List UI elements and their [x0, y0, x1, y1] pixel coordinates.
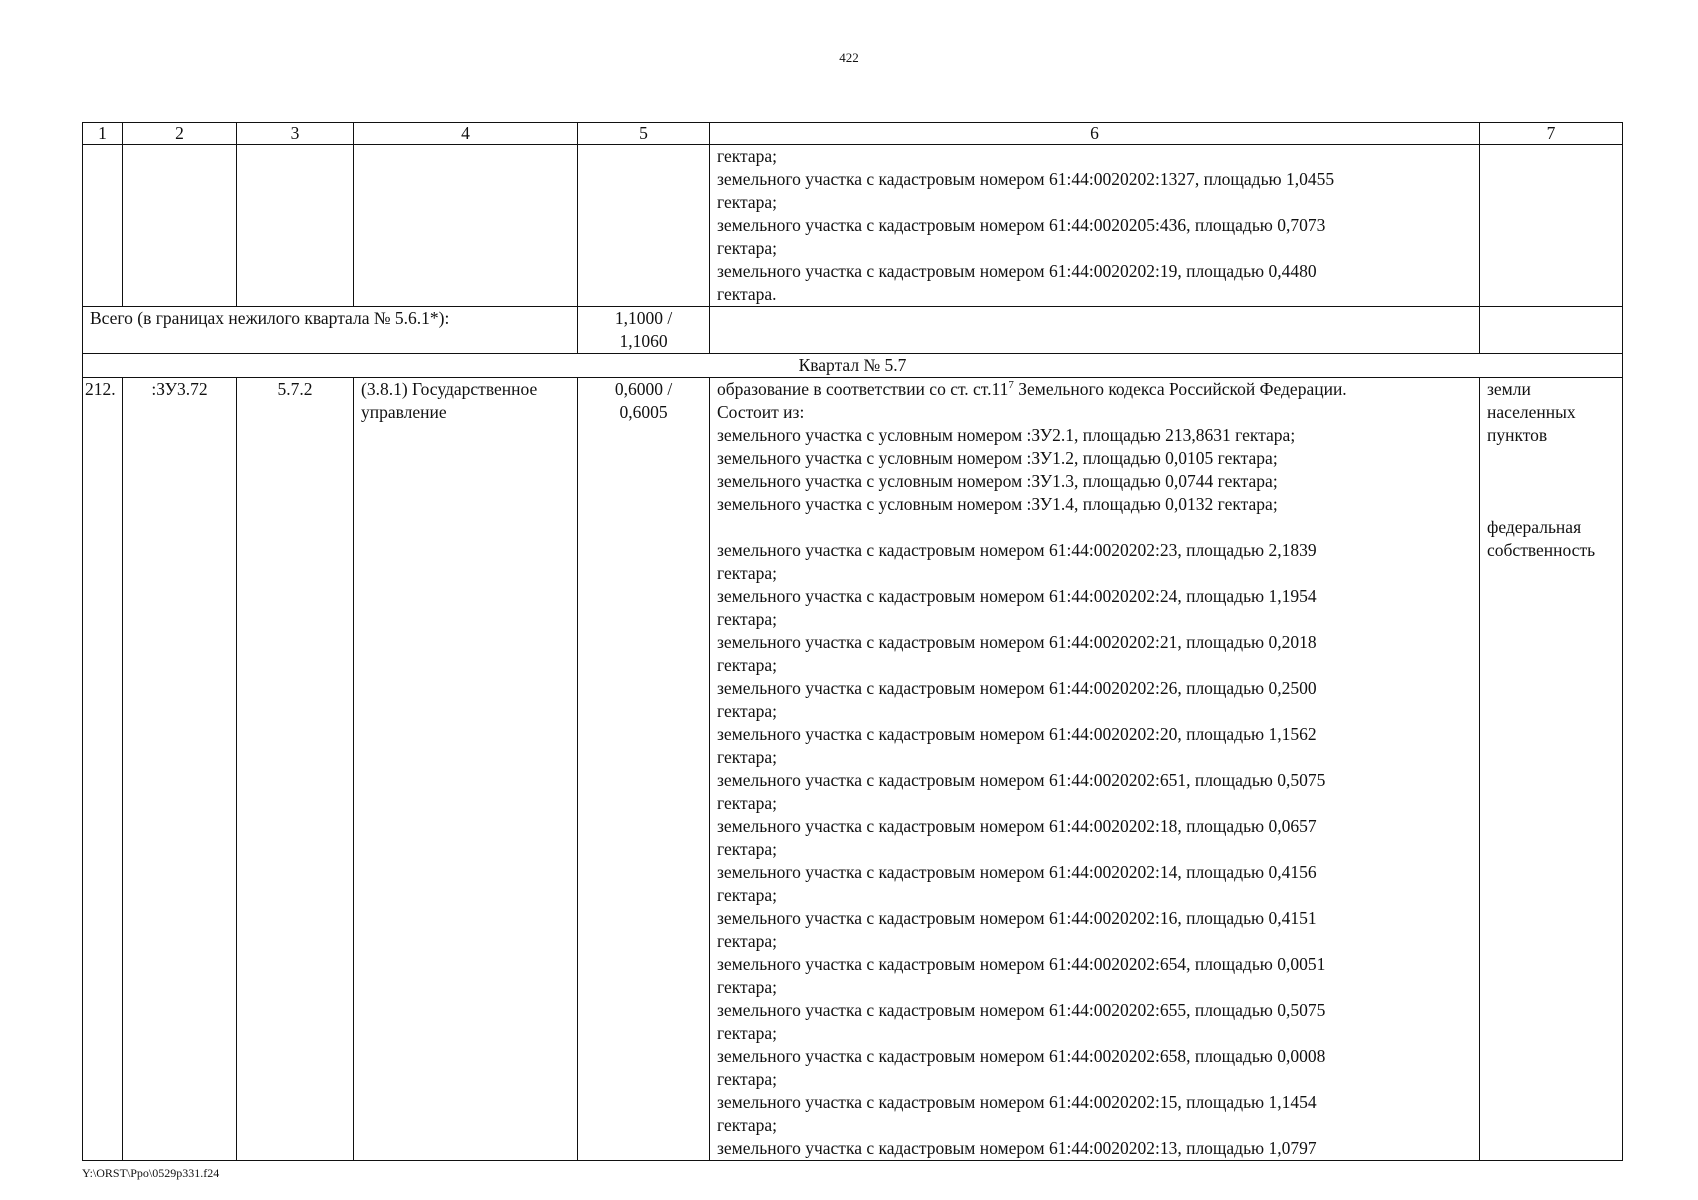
desc-line: земельного участка с кадастровым номером 61:44:0020202:14, площадью 0,4156 [717, 862, 1317, 882]
desc-line: гектара; [717, 1069, 777, 1089]
category-spacer [1487, 470, 1615, 493]
desc-spacer [717, 516, 1472, 539]
cont-description [710, 145, 1480, 307]
header-col-7: 7 [1480, 123, 1623, 145]
land-category [1480, 378, 1623, 1161]
desc-line: земельного участка с кадастровым номером 61:44:0020202:13, площадью 1,0797 [717, 1138, 1317, 1158]
desc-first-line [717, 378, 1472, 401]
file-path-footer: Y:\ORST\Ppo\0529p331.f24 [82, 1166, 220, 1180]
desc-line: Состоит из: [717, 402, 805, 422]
desc-line: земельного участка с кадастровым номером 61:44:0020205:436, площадью 0,7073 [717, 215, 1326, 235]
desc-line: земельного участка с условным номером :ЗУ2.1, площадью 213,8631 гектара; [717, 425, 1296, 445]
desc-line: гектара; [717, 609, 777, 629]
desc-line: земельного участка с кадастровым номером 61:44:0020202:18, площадью 0,0657 [717, 816, 1317, 836]
desc-line: земельного участка с кадастровым номером 61:44:0020202:20, площадью 1,1562 [717, 724, 1317, 744]
desc-line: земельного участка с условным номером :ЗУ1.4, площадью 0,0132 гектара; [717, 494, 1278, 514]
header-col-6: 6 [710, 123, 1480, 145]
page-number: 422 [839, 50, 859, 65]
total-row [83, 307, 1623, 354]
table-row [83, 378, 1623, 1161]
ownership-line: федеральная [1487, 517, 1582, 537]
header-col-4: 4 [354, 123, 578, 145]
desc-first-b: Земельного кодекса Российской Федерации. [1013, 379, 1347, 399]
desc-line: земельного участка с условным номером :ЗУ1.2, площадью 0,0105 гектара; [717, 448, 1278, 468]
area-line1: 0,6000 / [614, 379, 673, 399]
category-spacer [1487, 447, 1615, 470]
header-col-5: 5 [578, 123, 710, 145]
total-cell-6 [710, 307, 1480, 354]
cont-cell-7 [1480, 145, 1623, 307]
desc-line: земельного участка с кадастровым номером 61:44:0020202:658, площадью 0,0008 [717, 1046, 1326, 1066]
desc-line: гектара; [717, 1023, 777, 1043]
cont-cell-4 [354, 145, 578, 307]
cont-cell-5 [578, 145, 710, 307]
category-line: пунктов [1487, 425, 1548, 445]
desc-line: земельного участка с кадастровым номером 61:44:0020202:651, площадью 0,5075 [717, 770, 1326, 790]
plot-code: :ЗУ3.72 [123, 378, 237, 1161]
category-line: земли [1487, 379, 1531, 399]
desc-line: земельного участка с кадастровым номером 61:44:0020202:16, площадью 0,4151 [717, 908, 1317, 928]
desc-line: гектара; [717, 192, 777, 212]
desc-line: земельного участка с кадастровым номером 61:44:0020202:19, площадью 0,4480 [717, 261, 1317, 281]
quarter-number: 5.7.2 [237, 378, 354, 1161]
header-col-3: 3 [237, 123, 354, 145]
cont-cell-1 [83, 145, 123, 307]
desc-line: гектара. [717, 284, 777, 304]
header-col-1: 1 [83, 123, 123, 145]
permitted-use [354, 378, 578, 1161]
use-line2: управление [361, 402, 447, 422]
row-number: 212. [83, 378, 123, 1161]
desc-line: гектара; [717, 146, 777, 166]
desc-line: земельного участка с кадастровым номером 61:44:0020202:21, площадью 0,2018 [717, 632, 1317, 652]
total-value [578, 307, 710, 354]
desc-line: земельного участка с кадастровым номером 61:44:0020202:26, площадью 0,2500 [717, 678, 1317, 698]
desc-line: гектара; [717, 747, 777, 767]
desc-line: земельного участка с кадастровым номером 61:44:0020202:655, площадью 0,5075 [717, 1000, 1326, 1020]
quarter-row [83, 354, 1623, 378]
land-plots-table [82, 122, 1623, 1161]
desc-line: земельного участка с кадастровым номером 61:44:0020202:654, площадью 0,0051 [717, 954, 1326, 974]
desc-line: гектара; [717, 931, 777, 951]
plot-description [710, 378, 1480, 1161]
desc-line: земельного участка с кадастровым номером 61:44:0020202:15, площадью 1,1454 [717, 1092, 1317, 1112]
ownership-line: собственность [1487, 540, 1596, 560]
desc-line: гектара; [717, 839, 777, 859]
cont-cell-2 [123, 145, 237, 307]
quarter-title: Квартал № 5.7 [83, 354, 1623, 378]
total-value-line2: 1,1060 [619, 331, 668, 351]
desc-line: земельного участка с кадастровым номером 61:44:0020202:1327, площадью 1,0455 [717, 169, 1335, 189]
desc-line: гектара; [717, 793, 777, 813]
total-cell-7 [1480, 307, 1623, 354]
cont-cell-3 [237, 145, 354, 307]
category-line: населенных [1487, 402, 1576, 422]
continuation-row [83, 145, 1623, 307]
total-label: Всего (в границах нежилого квартала № 5.6.1*): [83, 307, 578, 354]
desc-line: гектара; [717, 701, 777, 721]
desc-line: гектара; [717, 563, 777, 583]
desc-line: гектара; [717, 885, 777, 905]
use-line1: (3.8.1) Государственное [361, 379, 538, 399]
desc-line: гектара; [717, 977, 777, 997]
desc-line: земельного участка с условным номером :ЗУ1.3, площадью 0,0744 гектара; [717, 471, 1278, 491]
area-line2: 0,6005 [619, 402, 668, 422]
total-value-line1: 1,1000 / [614, 308, 673, 328]
desc-first-a: образование в соответствии со ст. ст.11 [717, 379, 1009, 399]
desc-line: земельного участка с кадастровым номером 61:44:0020202:23, площадью 2,1839 [717, 540, 1317, 560]
desc-line: гектара; [717, 655, 777, 675]
desc-line: земельного участка с кадастровым номером 61:44:0020202:24, площадью 1,1954 [717, 586, 1317, 606]
category-spacer [1487, 493, 1615, 516]
header-row [83, 123, 1623, 145]
desc-superscript: 7 [1008, 379, 1014, 392]
desc-line: гектара; [717, 238, 777, 258]
desc-line: гектара; [717, 1115, 777, 1135]
plot-area [578, 378, 710, 1161]
header-col-2: 2 [123, 123, 237, 145]
